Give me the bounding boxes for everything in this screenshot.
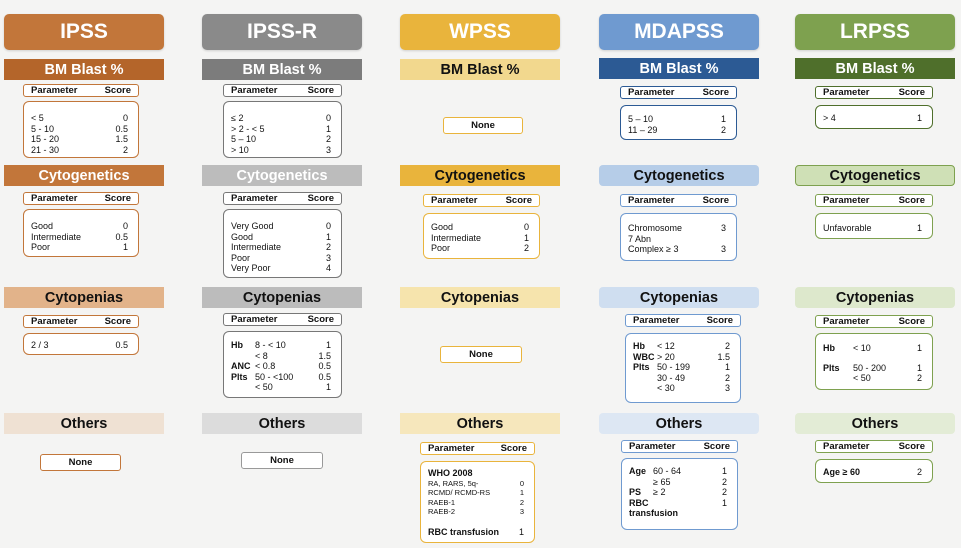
param-header: Parameter [823,441,870,452]
param-header: Parameter [628,87,675,98]
ipss-cyto-table [23,209,139,257]
lrpss-cytopenias-table [815,333,933,390]
score-header: Score [702,195,729,206]
param-header: Parameter [231,193,278,204]
table-row: WHO 2008 [428,468,473,478]
wpss-header: WPSS [400,14,560,50]
score-header: Score [706,315,733,326]
lrpss-cyto-table [815,213,933,239]
table-row: < 8 1.5 [255,350,331,361]
table-row: RAEB-1 2 [428,497,524,507]
ipss-r-bm-table-header [223,84,342,97]
mdapss-cytopenias-label: Cytopenias [599,287,759,308]
table-row: Good 0 [31,221,128,231]
score-header: Score [104,85,131,96]
table-row: 5 – 10 1 [628,114,726,124]
wpss-others-table [420,461,535,543]
table-row: Intermediate 2 [231,242,331,252]
mdapss-header: MDAPSS [599,14,759,50]
score-header: Score [703,441,730,452]
ipss-others-none: None [40,454,121,471]
ipss-r-cytopenias-table-header [223,313,342,326]
table-row: ANC < 0.8 0.5 [231,361,331,371]
lrpss-cytopenias-label: Cytopenias [795,287,955,308]
param-header: Parameter [823,195,870,206]
lrpss-bm-table-header [815,86,933,99]
table-row: Plts 50 - 199 1 [633,362,730,372]
table-row: 15 - 20 1.5 [31,134,128,144]
ipss-r-header: IPSS-R [202,14,362,50]
score-header: Score [898,195,925,206]
table-row: Hb < 12 2 [633,341,730,351]
lrpss-cyto-table-header [815,194,933,207]
score-header: Score [500,443,527,454]
ipss-cytogenetics-label: Cytogenetics [4,165,164,186]
lrpss-cytopenias-table-header [815,315,933,328]
table-row: > 10 3 [231,144,331,155]
wpss-cyto-table [423,213,540,259]
score-header: Score [307,193,334,204]
param-header: Parameter [31,193,78,204]
lrpss-others-label: Others [795,413,955,434]
wpss-bm-none: None [443,117,523,134]
ipss-cyto-table-header [23,192,139,205]
param-header: Parameter [231,85,278,96]
table-row: > 2 - < 5 1 [231,123,331,134]
table-row: RCMD/ RCMD-RS 1 [428,488,524,497]
table-row: < 30 3 [657,383,730,393]
ipss-bm-table [23,101,139,158]
score-header: Score [104,316,131,327]
param-header: Parameter [31,316,78,327]
table-row: Plts 50 - 200 1 [823,362,922,373]
score-header: Score [898,441,925,452]
param-header: Parameter [628,195,675,206]
table-row: transfusion [629,508,679,518]
table-row: Good 0 [431,222,529,232]
ipss-r-cyto-table-header [223,192,342,205]
table-row: PS ≥ 2 2 [629,487,727,497]
lrpss-header: LRPSS [795,14,955,50]
ipss-r-others-label: Others [202,413,362,434]
table-row: ≥ 65 2 [653,476,727,487]
mdapss-cyto-table-header [620,194,737,207]
table-row: 21 - 30 2 [31,144,128,155]
ipss-r-others-none: None [241,452,323,469]
table-row: < 5 0 [31,113,128,123]
table-row: 7 Abn [628,233,652,244]
table-row: Unfavorable 1 [823,223,922,233]
table-row: Poor 3 [231,252,331,263]
wpss-bm-blast-label: BM Blast % [400,59,560,80]
param-header: Parameter [31,85,78,96]
score-header: Score [702,87,729,98]
table-row: WBC > 20 1.5 [633,351,730,362]
score-header: Score [898,316,925,327]
ipss-cytopenias-table-header [23,315,139,328]
lrpss-others-table-header [815,440,933,453]
table-row: 11 – 29 2 [628,124,726,135]
table-row: 30 - 49 2 [657,372,730,383]
mdapss-bm-table-header [620,86,737,99]
mdapss-others-table-header [621,440,738,453]
table-row: Hb < 10 1 [823,343,922,353]
wpss-cytopenias-label: Cytopenias [400,287,560,308]
score-header: Score [505,195,532,206]
wpss-cyto-table-header [423,194,540,207]
wpss-others-label: Others [400,413,560,434]
ipss-bm-blast-label: BM Blast % [4,59,164,80]
lrpss-cytogenetics-label: Cytogenetics [795,165,955,186]
score-header: Score [104,193,131,204]
table-row: Poor 2 [431,243,529,253]
param-header: Parameter [428,443,475,454]
ipss-r-cytopenias-label: Cytopenias [202,287,362,308]
table-row: Complex ≥ 3 3 [628,244,726,254]
table-row: Good 1 [231,231,331,242]
ipss-cytopenias-table [23,333,139,355]
ipss-r-cyto-table [223,209,342,278]
table-row: < 50 2 [853,373,922,383]
table-row: 5 – 10 2 [231,134,331,144]
lrpss-bm-blast-label: BM Blast % [795,58,955,79]
ipss-bm-table-header [23,84,139,97]
param-header: Parameter [231,314,278,325]
param-header: Parameter [633,315,680,326]
table-row: < 50 1 [255,382,331,392]
table-row: Plts 50 - <100 0.5 [231,371,331,382]
wpss-others-table-header [420,442,535,455]
table-row: > 4 1 [823,113,922,123]
table-row: Very Good 0 [231,221,331,231]
mdapss-cytopenias-table [625,333,741,403]
table-row: Age ≥ 60 2 [823,467,922,477]
score-header: Score [307,314,334,325]
ipss-r-bm-blast-label: BM Blast % [202,59,362,80]
mdapss-others-label: Others [599,413,759,434]
ipss-others-label: Others [4,413,164,434]
lrpss-bm-table [815,105,933,129]
param-header: Parameter [431,195,478,206]
table-row: 5 - 10 0.5 [31,123,128,134]
ipss-cytopenias-label: Cytopenias [4,287,164,308]
wpss-cytogenetics-label: Cytogenetics [400,165,560,186]
table-row: Poor 1 [31,242,128,252]
table-row: RA, RARS, 5q- 0 [428,478,524,488]
wpss-cytopenias-none: None [440,346,522,363]
ipss-r-bm-table [223,101,342,158]
param-header: Parameter [823,316,870,327]
ipss-r-cytopenias-table [223,331,342,398]
table-row: Age 60 - 64 1 [629,466,727,476]
mdapss-cyto-table [620,213,737,261]
table-row: Hb 8 - < 10 1 [231,340,331,350]
param-header: Parameter [629,441,676,452]
table-row: Intermediate 0.5 [31,231,128,242]
ipss-r-cytogenetics-label: Cytogenetics [202,165,362,186]
mdapss-cytopenias-table-header [625,314,741,327]
table-row: ≤ 2 0 [231,113,331,123]
lrpss-others-table [815,459,933,483]
mdapss-others-table [621,458,738,530]
table-row: Very Poor 4 [231,263,331,273]
table-row: Intermediate 1 [431,232,529,243]
table-row: RBC transfusion 1 [428,526,524,537]
mdapss-cytogenetics-label: Cytogenetics [599,165,759,186]
score-header: Score [898,87,925,98]
table-row: RBC 1 [629,497,727,508]
param-header: Parameter [823,87,870,98]
table-row: RAEB-2 3 [428,507,524,516]
mdapss-bm-blast-label: BM Blast % [599,58,759,79]
ipss-header: IPSS [4,14,164,50]
mdapss-bm-table [620,105,737,140]
table-row: Chromosome 3 [628,223,726,233]
score-header: Score [307,85,334,96]
table-row: 2 / 3 0.5 [31,340,128,350]
